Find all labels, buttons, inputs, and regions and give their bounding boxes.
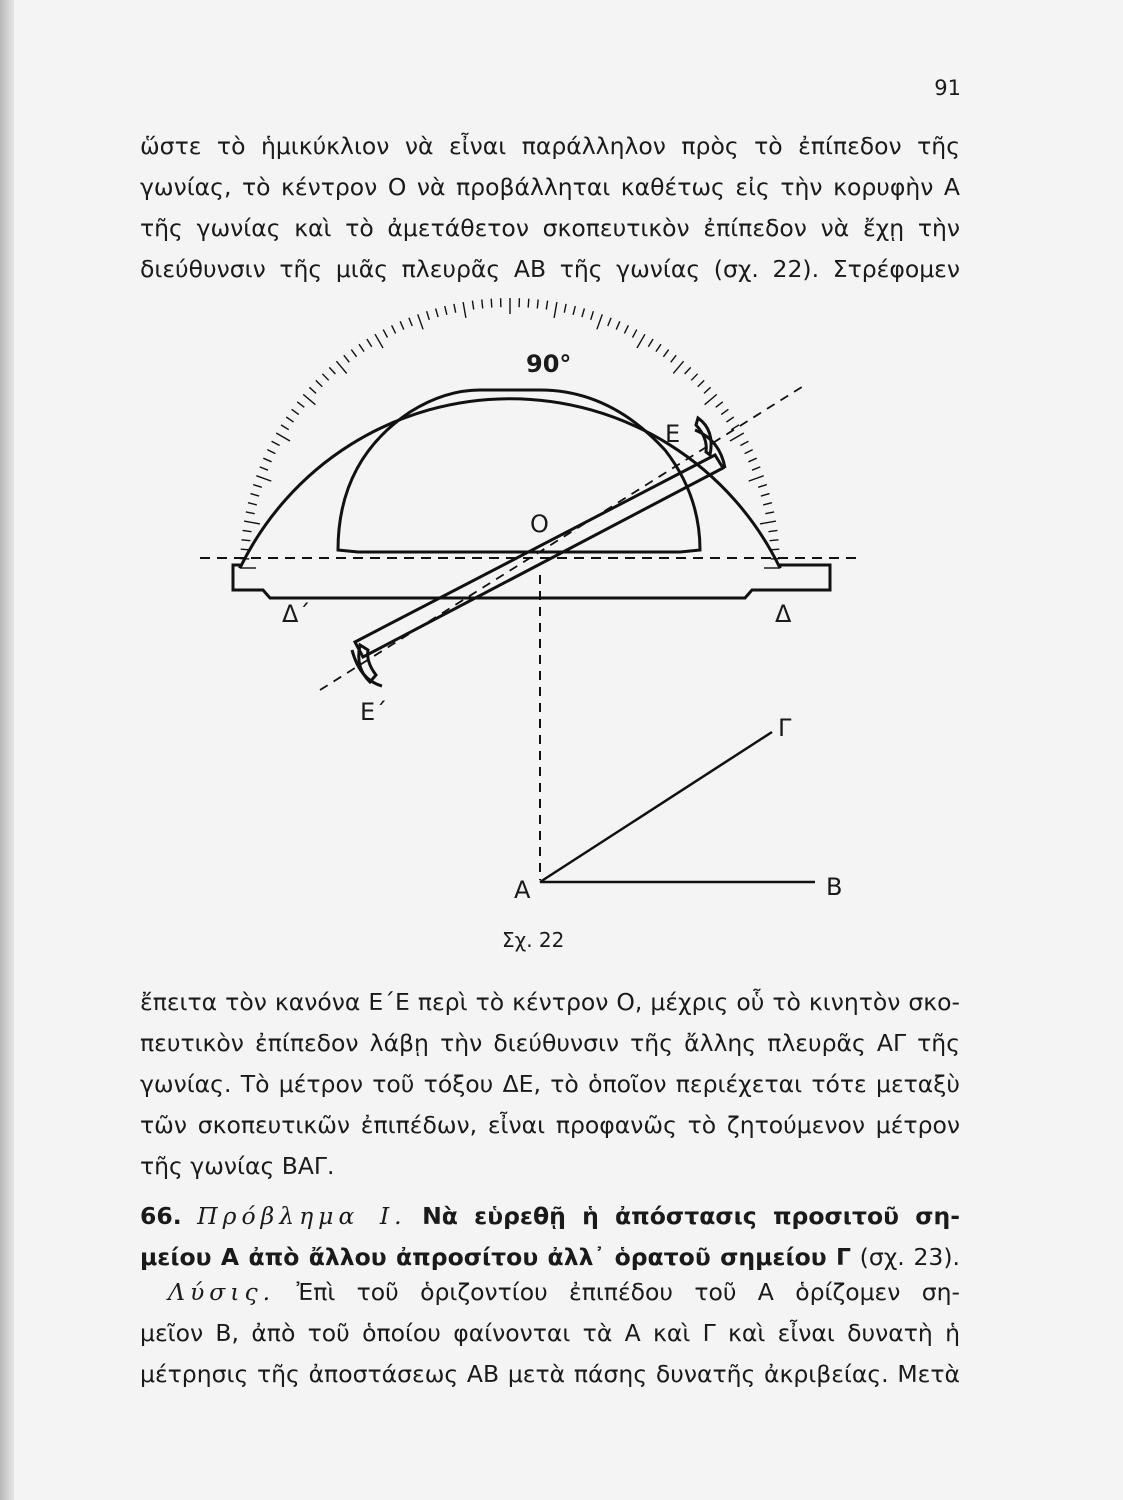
scale-tick — [409, 318, 412, 326]
scale-tick — [537, 300, 538, 309]
figure-protractor — [190, 290, 910, 950]
scale-tick — [752, 467, 760, 470]
protractor-inner-window — [338, 390, 700, 552]
scale-tick — [243, 530, 252, 531]
scale-tick — [309, 387, 316, 393]
scale-tick — [359, 344, 364, 351]
scale-tick — [418, 314, 423, 329]
text-line: μέτρησις τῆς ἀποστάσεως ΑΒ μετὰ πάσης δυνατῆς ἀκριβείας. Μετὰ — [140, 1360, 960, 1388]
text-line: ὥστε τὸ ἡμικύκλιον νὰ εἶναι παράλληλον πρὸς τὸ ἐπίπεδον τῆς — [140, 132, 960, 160]
scale-tick — [740, 441, 748, 445]
scale-tick — [375, 334, 383, 348]
scale-tick — [463, 302, 466, 318]
page-number: 91 — [934, 76, 961, 100]
scale-tick — [704, 387, 711, 393]
scale-tick — [637, 334, 645, 348]
scale-tick — [582, 309, 585, 318]
scale-tick — [624, 325, 628, 333]
scale-tick — [685, 367, 691, 374]
solution-label: Λύσις. — [168, 1278, 276, 1306]
scale-tick — [263, 458, 271, 462]
section-title-line2: μείου Α ἀπὸ ἄλλου ἀπροσίτου ἀλλ᾽ ὁρατοῦ σημείου Γ — [140, 1243, 851, 1271]
paragraph-solution — [140, 1272, 960, 1395]
scale-tick — [716, 402, 723, 408]
scale-tick — [322, 374, 328, 381]
scale-tick — [400, 321, 404, 329]
scale-tick — [276, 433, 290, 441]
section-label: Πρόβλημα Ι. — [197, 1202, 407, 1230]
scale-tick — [656, 344, 661, 351]
scale-tick — [241, 549, 250, 550]
label-point-g: Γ — [778, 714, 792, 742]
text-line: τῶν σκοπευτικῶν ἐπιπέδων, εἶναι προφανῶς τὸ ζητούμενον μέτρον — [140, 1111, 960, 1139]
scale-tick — [673, 361, 683, 373]
section-heading-line1 — [140, 1196, 960, 1237]
text-line: μεῖον Β, ἀπὸ τοῦ ὁποίου φαίνονται τὰ Α καὶ Γ καὶ εἶναι δυνατὴ ἡ — [140, 1319, 960, 1347]
scale-tick — [303, 394, 315, 404]
figure-caption: Σχ. 22 — [502, 928, 565, 952]
scale-tick — [267, 450, 275, 454]
scale-tick — [491, 299, 492, 308]
scale-tick — [281, 425, 289, 430]
scale-tick — [329, 367, 335, 374]
scale-tick — [761, 494, 770, 497]
section-title-line1: Νὰ εὑρεθῇ ἡ ἀπόστασις προσιτοῦ ση- — [422, 1202, 960, 1230]
scale-tick — [297, 402, 304, 408]
scale-tick — [763, 503, 772, 505]
scale-tick — [564, 304, 566, 313]
scale-tick — [246, 512, 255, 514]
text-line: ἔπειτα τὸν κανόνα Ε΄Ε περὶ τὸ κέντρον Ο, μέχρις οὗ τὸ κινητὸν σκο- — [140, 988, 960, 1016]
label-point-b: Β — [826, 873, 843, 901]
label-point-e: Ε — [665, 420, 681, 448]
label-center-o: Ο — [530, 510, 549, 538]
text-line — [140, 1272, 960, 1313]
scale-tick — [671, 355, 677, 362]
scale-tick — [248, 503, 257, 505]
scale-tick — [616, 321, 620, 329]
scale-tick — [608, 318, 611, 326]
scale-tick — [760, 521, 776, 524]
scale-tick — [648, 339, 653, 347]
scale-tick — [292, 409, 299, 414]
line-ag — [540, 732, 772, 882]
scale-tick — [336, 361, 346, 373]
scale-tick — [286, 417, 293, 422]
scale-tick — [765, 512, 774, 514]
scale-tick — [427, 311, 430, 320]
scale-tick — [454, 304, 456, 313]
text-line: πευτικὸν ἐπίπεδον λάβῃ τὴν διεύθυνσιν τῆς ἄλλης πλευρᾶς ΑΓ τῆς — [140, 1029, 960, 1057]
scale-tick — [367, 339, 372, 347]
scale-tick — [745, 450, 753, 454]
scale-tick — [721, 409, 728, 414]
scale-tick — [698, 380, 705, 386]
scale-tick — [749, 476, 764, 481]
scale-tick — [731, 425, 739, 430]
scale-tick — [633, 330, 637, 338]
scale-tick — [528, 299, 529, 308]
scale-tick — [344, 355, 350, 362]
scale-tick — [392, 325, 396, 333]
scale-tick — [482, 300, 483, 309]
scale-tick — [260, 467, 268, 470]
scale-tick — [472, 301, 473, 310]
label-point-d: Δ — [775, 600, 792, 628]
section-figure-ref: (σχ. 23). — [859, 1243, 960, 1271]
scale-tick — [436, 309, 439, 318]
scale-tick — [770, 549, 779, 550]
scale-tick — [316, 380, 323, 386]
scale-tick — [256, 476, 271, 481]
text-line: γωνίας. Τὸ μέτρον τοῦ τόξου ΔΕ, τὸ ὁποῖον περιέχεται τότε μεταξὺ — [140, 1070, 960, 1098]
label-point-e-prime: Ε΄ — [360, 698, 388, 726]
scale-tick — [383, 330, 387, 338]
scale-tick — [244, 521, 260, 524]
label-90-deg: 90° — [526, 350, 572, 378]
scale-tick — [253, 485, 262, 488]
scale-tick — [272, 441, 280, 445]
scale-tick — [691, 374, 697, 381]
scale-tick — [705, 394, 717, 404]
text-line: τῆς γωνίας ΒΑΓ. — [140, 1152, 335, 1180]
label-point-d-prime: Δ΄ — [282, 600, 311, 628]
paragraph-intro — [140, 126, 960, 290]
solution-line1: Ἐπὶ τοῦ ὁριζοντίου ἐπιπέδου τοῦ Α ὁρίζομεν ση- — [296, 1278, 960, 1306]
book-spine-shadow — [0, 0, 14, 1500]
scale-tick — [730, 433, 744, 441]
scale-tick — [251, 494, 260, 497]
scale-tick — [554, 302, 557, 318]
paragraph-continuation — [140, 982, 960, 1187]
scale-tick — [769, 530, 778, 531]
scale-tick — [445, 306, 447, 315]
scale-tick — [663, 350, 668, 357]
section-heading-66 — [140, 1196, 960, 1278]
scale-tick — [597, 314, 602, 329]
scale-tick — [546, 301, 547, 310]
text-line: γωνίας, τὸ κέντρον Ο νὰ προβάλληται καθέτως εἰς τὴν κορυφὴν Α — [140, 173, 960, 201]
label-point-a: Α — [514, 876, 531, 904]
scale-tick — [242, 540, 251, 541]
sight-line-dashed — [320, 385, 805, 690]
scale-tick — [351, 350, 356, 357]
section-number: 66. — [140, 1202, 182, 1230]
scale-tick — [748, 458, 756, 462]
scale-tick — [758, 485, 767, 488]
scale-tick — [573, 306, 575, 315]
text-line: τῆς γωνίας καὶ τὸ ἀμετάθετον σκοπευτικὸν ἐπίπεδον νὰ ἔχῃ τὴν — [140, 214, 960, 242]
scale-tick — [726, 417, 733, 422]
text-line: διεύθυνσιν τῆς μιᾶς πλευρᾶς ΑΒ τῆς γωνίας (σχ. 22). Στρέφομεν — [140, 255, 960, 283]
scale-tick — [770, 540, 779, 541]
scale-tick — [591, 311, 594, 320]
